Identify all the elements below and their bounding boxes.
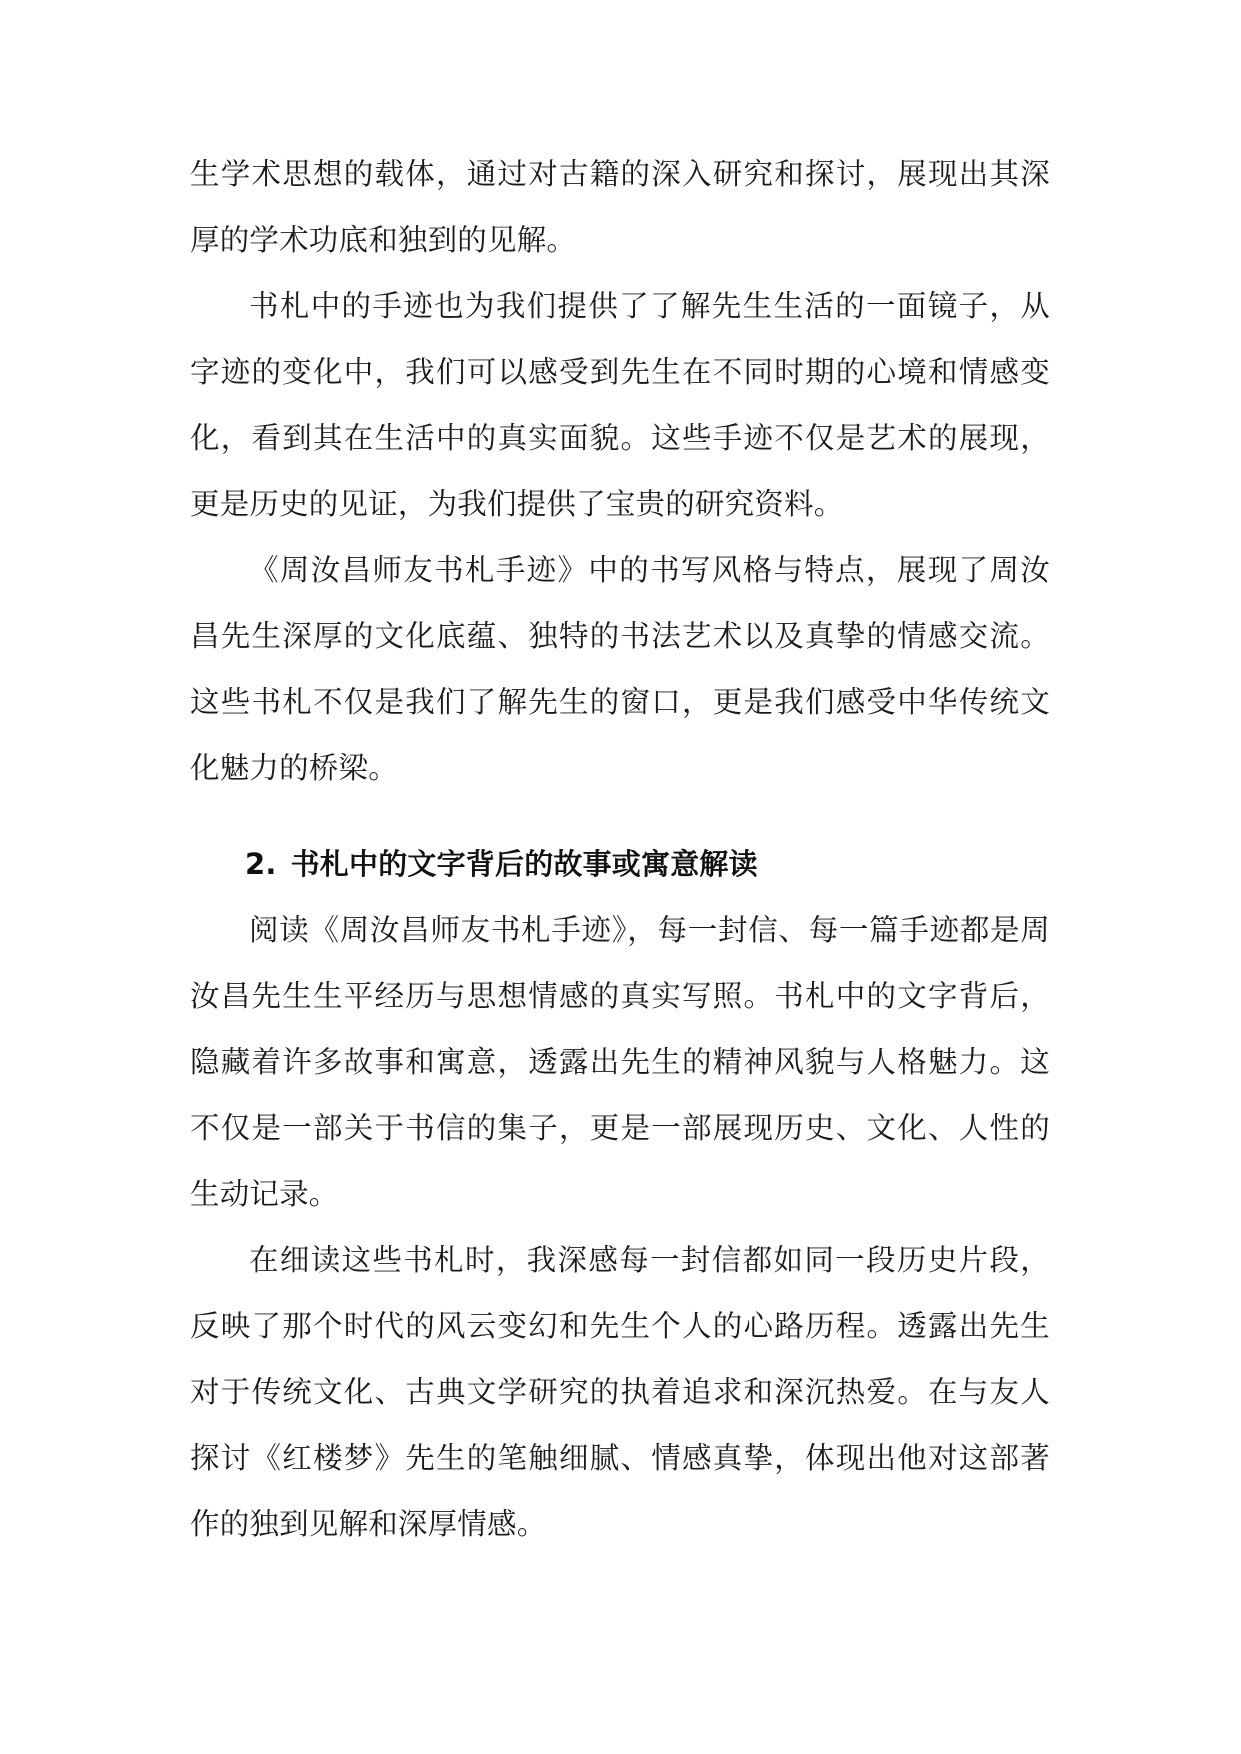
paragraph-4: 阅读《周汝昌师友书札手迹》，每一封信、每一篇手迹都是周汝昌先生生平经历与思想情感的真实写照。书札中的文字背后，隐藏着许多故事和寓意，透露出先生的精神风貌与人格魅力。这不仅是一部关于书信的集子，更是一部展现历史、文化、人性的生动记录。 (190, 913, 1050, 1211)
paragraph-5: 在细读这些书札时，我深感每一封信都如同一段历史片段，反映了那个时代的风云变幻和先生个人的心路历程。透露出先生对于传统文化、古典文学研究的执着追求和深沉热爱。在与友人探讨《红楼梦》先生的笔触细腻、情感真挚，体现出他对这部著作的独到见解和深厚情感。 (190, 1243, 1050, 1541)
paragraph-3: 《周汝昌师友书札手迹》中的书写风格与特点，展现了周汝昌先生深厚的文化底蕴、独特的书法艺术以及真挚的情感交流。这些书札不仅是我们了解先生的窗口，更是我们感受中华传统文化魅力的桥梁。 (190, 553, 1050, 785)
section-number: 2. (245, 847, 277, 881)
document-body (190, 141, 1050, 1557)
paragraph-1: 生学术思想的载体，通过对古籍的深入研究和探讨，展现出其深厚的学术功底和独到的见解。 (190, 157, 1050, 257)
section-heading (190, 831, 1050, 897)
paragraph-2: 书札中的手迹也为我们提供了了解先生生活的一面镜子，从字迹的变化中，我们可以感受到先生在不同时期的心境和情感变化，看到其在生活中的真实面貌。这些手迹不仅是艺术的展现，更是历史的见证，为我们提供了宝贵的研究资料。 (190, 289, 1050, 521)
section-title: 书札中的文字背后的故事或寓意解读 (290, 847, 758, 881)
